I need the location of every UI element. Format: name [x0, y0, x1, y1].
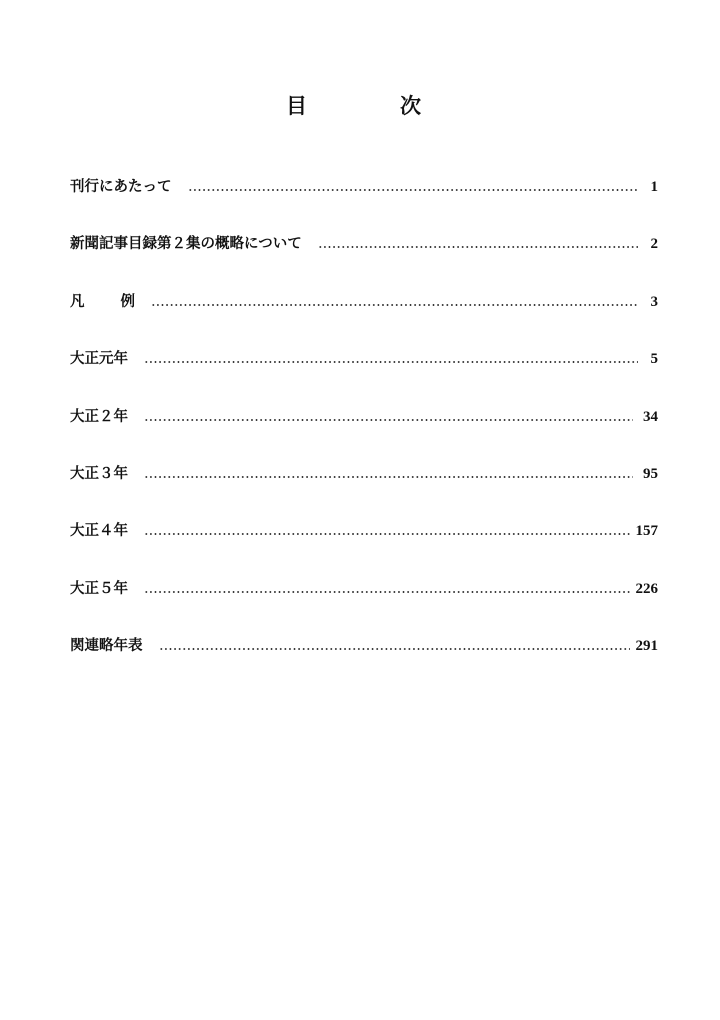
toc-leader-dots [188, 176, 639, 198]
toc-entry-page: 3 [650, 293, 658, 310]
toc-leader-dots [144, 406, 633, 428]
toc-entry-taisho-2 [70, 406, 658, 463]
toc-leader-dots [151, 291, 638, 313]
toc-entry-taisho-3 [70, 463, 658, 520]
toc-entry-legend [70, 291, 658, 348]
toc-entry-label-part-1: 凡 [70, 292, 85, 310]
toc-entry-page: 34 [643, 408, 658, 425]
page-title-char-2: 次 [400, 93, 421, 118]
toc-entry-page: 5 [650, 351, 658, 368]
toc-entry-label: 関連略年表 [70, 637, 143, 655]
toc-entry-taisho-5 [70, 578, 658, 635]
toc-leader-dots [144, 463, 633, 485]
table-of-contents [70, 176, 658, 693]
toc-entry-page: 291 [635, 638, 658, 655]
toc-entry-label-part-2: 例 [120, 292, 135, 310]
toc-entry-preface [70, 176, 658, 233]
toc-leader-dots [144, 348, 638, 370]
toc-leader-dots [159, 635, 630, 657]
toc-leader-dots [318, 233, 638, 255]
toc-entry-page: 2 [650, 236, 658, 253]
toc-entry-taisho-1 [70, 348, 658, 405]
toc-entry-label: 大正２年 [70, 407, 128, 425]
page-title [0, 90, 720, 126]
toc-entry-page: 1 [650, 179, 658, 195]
toc-entry-page: 157 [635, 523, 658, 540]
toc-entry-label: 刊行にあたって [70, 178, 172, 195]
toc-leader-dots [144, 578, 630, 600]
toc-entry-label: 大正４年 [70, 522, 128, 540]
toc-entry-overview [70, 233, 658, 290]
toc-entry-label: 大正５年 [70, 579, 128, 597]
page-title-char-1: 目 [286, 93, 307, 118]
toc-entry-taisho-4 [70, 520, 658, 577]
toc-entry-page: 95 [643, 465, 658, 482]
toc-entry-page: 226 [635, 580, 658, 597]
toc-entry-label: 大正３年 [70, 464, 128, 482]
toc-entry-label [70, 291, 135, 313]
toc-entry-chronology [70, 635, 658, 692]
toc-entry-label: 大正元年 [70, 350, 128, 368]
toc-leader-dots [144, 520, 630, 542]
toc-entry-label: 新聞記事目録第２集の概略について [70, 235, 302, 253]
